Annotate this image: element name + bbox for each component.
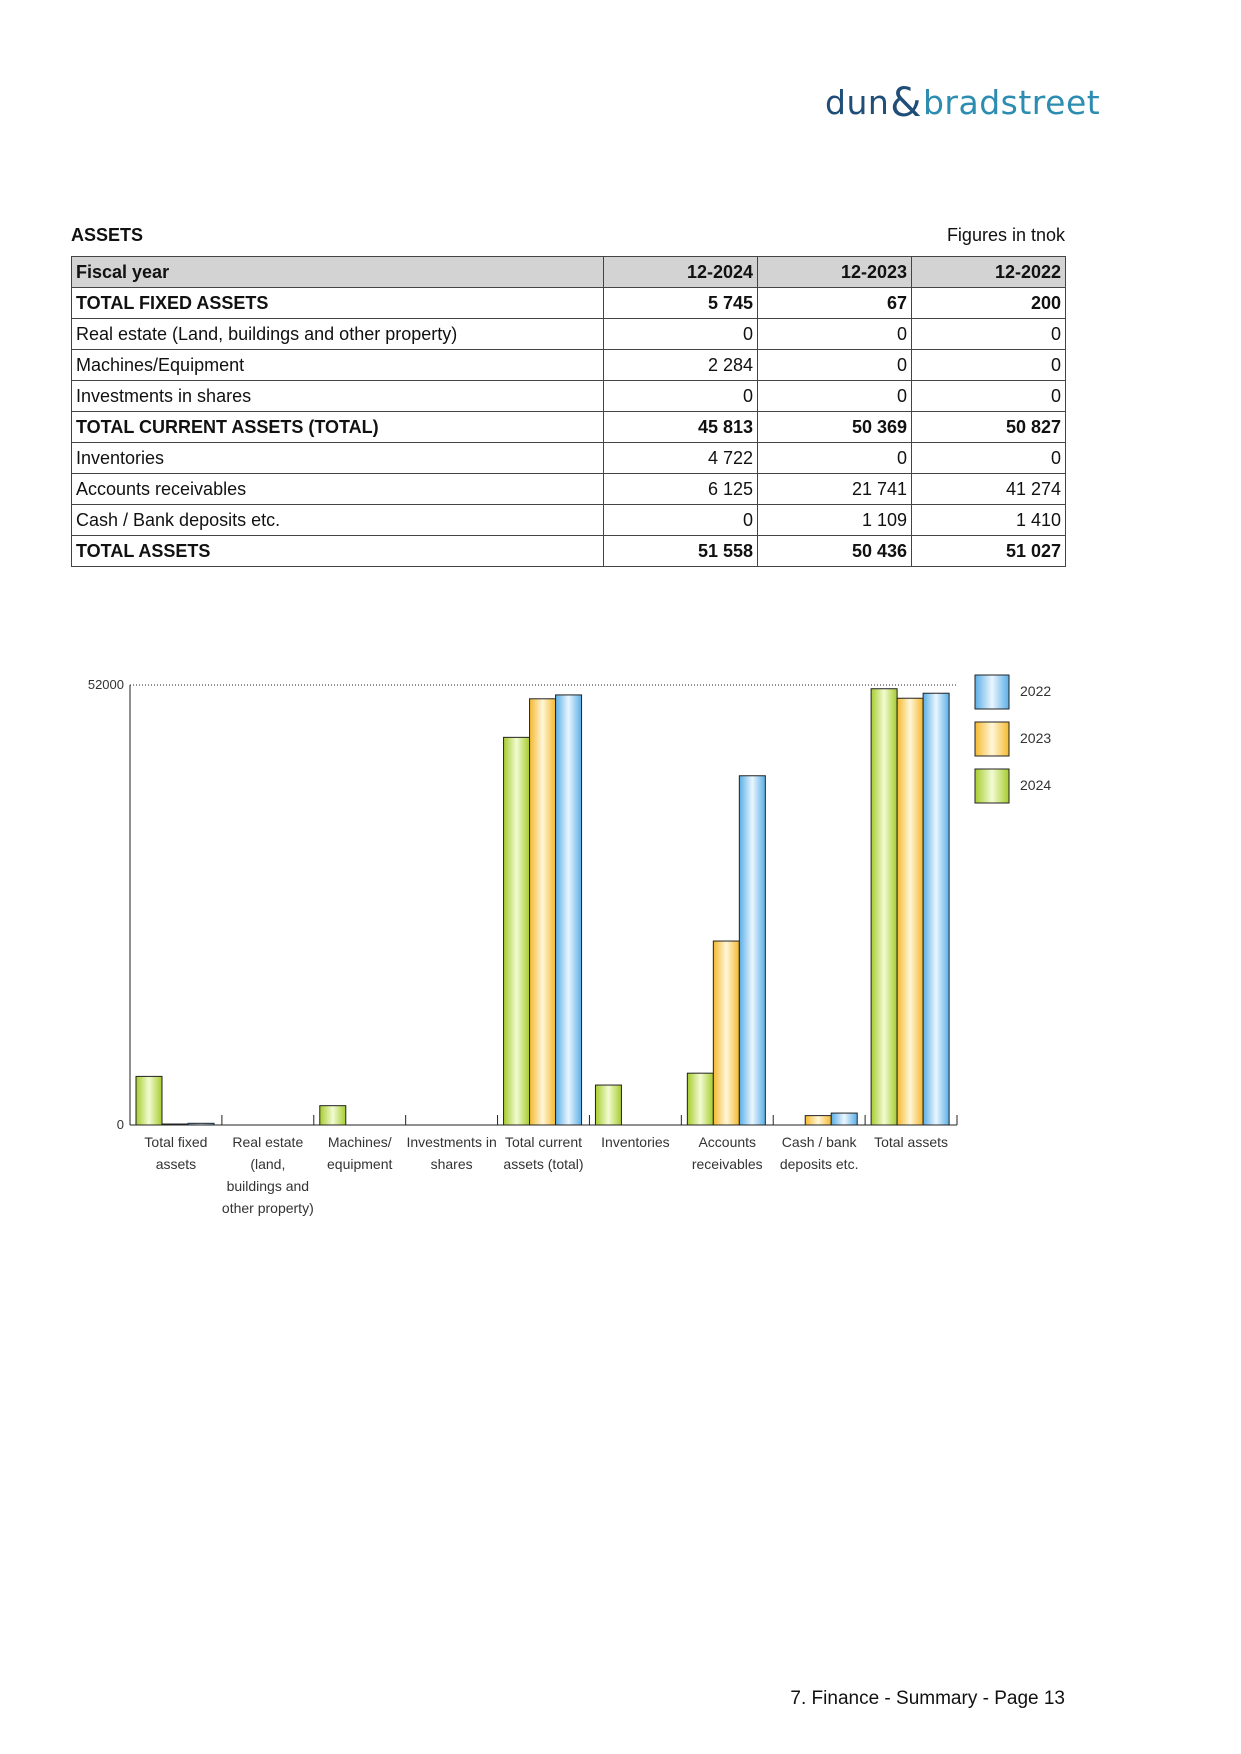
row-value: 4 722: [604, 443, 758, 474]
header-year: 12-2023: [758, 257, 912, 288]
header-fiscal-year: Fiscal year: [72, 257, 604, 288]
row-value: 0: [912, 350, 1066, 381]
row-label: TOTAL ASSETS: [72, 536, 604, 567]
bar-2023: [805, 1116, 831, 1125]
row-value: 0: [604, 319, 758, 350]
bar-2022: [923, 693, 949, 1125]
row-value: 45 813: [604, 412, 758, 443]
bar-2023: [713, 941, 739, 1125]
bar-2022: [556, 695, 582, 1125]
x-category-label: Cash / bank: [781, 1134, 857, 1150]
table-row: [72, 381, 1066, 412]
row-value: 0: [604, 381, 758, 412]
table-row: [72, 319, 1066, 350]
bar-2024: [504, 737, 530, 1125]
table-row: [72, 474, 1066, 505]
row-value: 21 741: [758, 474, 912, 505]
row-label: Investments in shares: [72, 381, 604, 412]
legend-label: 2024: [1020, 777, 1052, 793]
x-category-label: Accounts: [698, 1134, 757, 1150]
assets-table: [71, 256, 1066, 567]
bar-2023: [897, 698, 923, 1125]
section-title: ASSETS: [71, 225, 144, 245]
row-value: 50 827: [912, 412, 1066, 443]
row-value: 51 027: [912, 536, 1066, 567]
row-value: 0: [758, 381, 912, 412]
table-header-row: [72, 257, 1066, 288]
x-category-label: shares: [430, 1156, 473, 1172]
row-value: 50 369: [758, 412, 912, 443]
x-category-label: (land,: [250, 1156, 286, 1172]
row-value: 0: [912, 381, 1066, 412]
x-category-label: Real estate: [232, 1134, 304, 1150]
x-category-label: deposits etc.: [779, 1156, 859, 1172]
row-label: Inventories: [72, 443, 604, 474]
bar-2022: [739, 776, 765, 1125]
x-category-label: Machines/: [327, 1134, 392, 1150]
row-value: 0: [912, 443, 1066, 474]
page-footer: 7. Finance - Summary - Page 13: [790, 1688, 1065, 1709]
row-label: Cash / Bank deposits etc.: [72, 505, 604, 536]
x-category-label: Total fixed: [144, 1134, 208, 1150]
x-category-label: Inventories: [601, 1134, 670, 1150]
bar-2022: [188, 1123, 214, 1125]
header-year: 12-2024: [604, 257, 758, 288]
table-row: [72, 288, 1066, 319]
table-row: [72, 536, 1066, 567]
row-label: TOTAL CURRENT ASSETS (TOTAL): [72, 412, 604, 443]
table-row: [72, 505, 1066, 536]
row-value: 41 274: [912, 474, 1066, 505]
row-value: 50 436: [758, 536, 912, 567]
row-value: 1 109: [758, 505, 912, 536]
table-row: [72, 412, 1066, 443]
row-value: 5 745: [604, 288, 758, 319]
row-value: 1 410: [912, 505, 1066, 536]
row-value: 0: [912, 319, 1066, 350]
bar-2024: [320, 1106, 346, 1125]
legend-swatch-2024: [975, 769, 1009, 803]
x-category-label: assets: [155, 1156, 197, 1172]
row-value: 51 558: [604, 536, 758, 567]
bar-2024: [595, 1085, 621, 1125]
legend-swatch-2023: [975, 722, 1009, 756]
y-tick-label: 52000: [87, 677, 124, 692]
row-value: 67: [758, 288, 912, 319]
figures-unit-note: Figures in tnok: [946, 225, 1065, 245]
x-category-label: receivables: [691, 1156, 763, 1172]
x-category-label: buildings and: [226, 1178, 310, 1194]
row-label: TOTAL FIXED ASSETS: [72, 288, 604, 319]
row-value: 2 284: [604, 350, 758, 381]
row-value: 0: [604, 505, 758, 536]
bar-2023: [162, 1124, 188, 1125]
row-value: 0: [758, 319, 912, 350]
row-value: 6 125: [604, 474, 758, 505]
row-label: Real estate (Land, buildings and other property): [72, 319, 604, 350]
bar-2023: [530, 699, 556, 1125]
legend-swatch-2022: [975, 675, 1009, 709]
logo-text-dun: dun: [825, 83, 890, 122]
table-row: [72, 443, 1066, 474]
row-value: 200: [912, 288, 1066, 319]
header-year: 12-2022: [912, 257, 1066, 288]
company-logo: [825, 78, 1101, 126]
x-category-label: assets (total): [503, 1156, 584, 1172]
row-label: Accounts receivables: [72, 474, 604, 505]
logo-ampersand: &: [890, 80, 922, 126]
x-category-label: Total assets: [874, 1134, 949, 1150]
row-value: 0: [758, 443, 912, 474]
y-tick-label: 0: [116, 1117, 124, 1132]
table-row: [72, 350, 1066, 381]
row-label: Machines/Equipment: [72, 350, 604, 381]
x-category-label: Investments in: [406, 1134, 497, 1150]
assets-bar-chart: [0, 660, 1100, 1240]
bar-2024: [136, 1076, 162, 1125]
bar-2024: [871, 689, 897, 1125]
legend-label: 2022: [1020, 683, 1052, 699]
row-value: 0: [758, 350, 912, 381]
bar-2024: [687, 1073, 713, 1125]
x-category-label: equipment: [327, 1156, 393, 1172]
logo-text-bradstreet: bradstreet: [922, 83, 1101, 122]
x-category-label: other property): [221, 1200, 314, 1216]
legend-label: 2023: [1020, 730, 1052, 746]
bar-2022: [831, 1113, 857, 1125]
x-category-label: Total current: [504, 1134, 583, 1150]
